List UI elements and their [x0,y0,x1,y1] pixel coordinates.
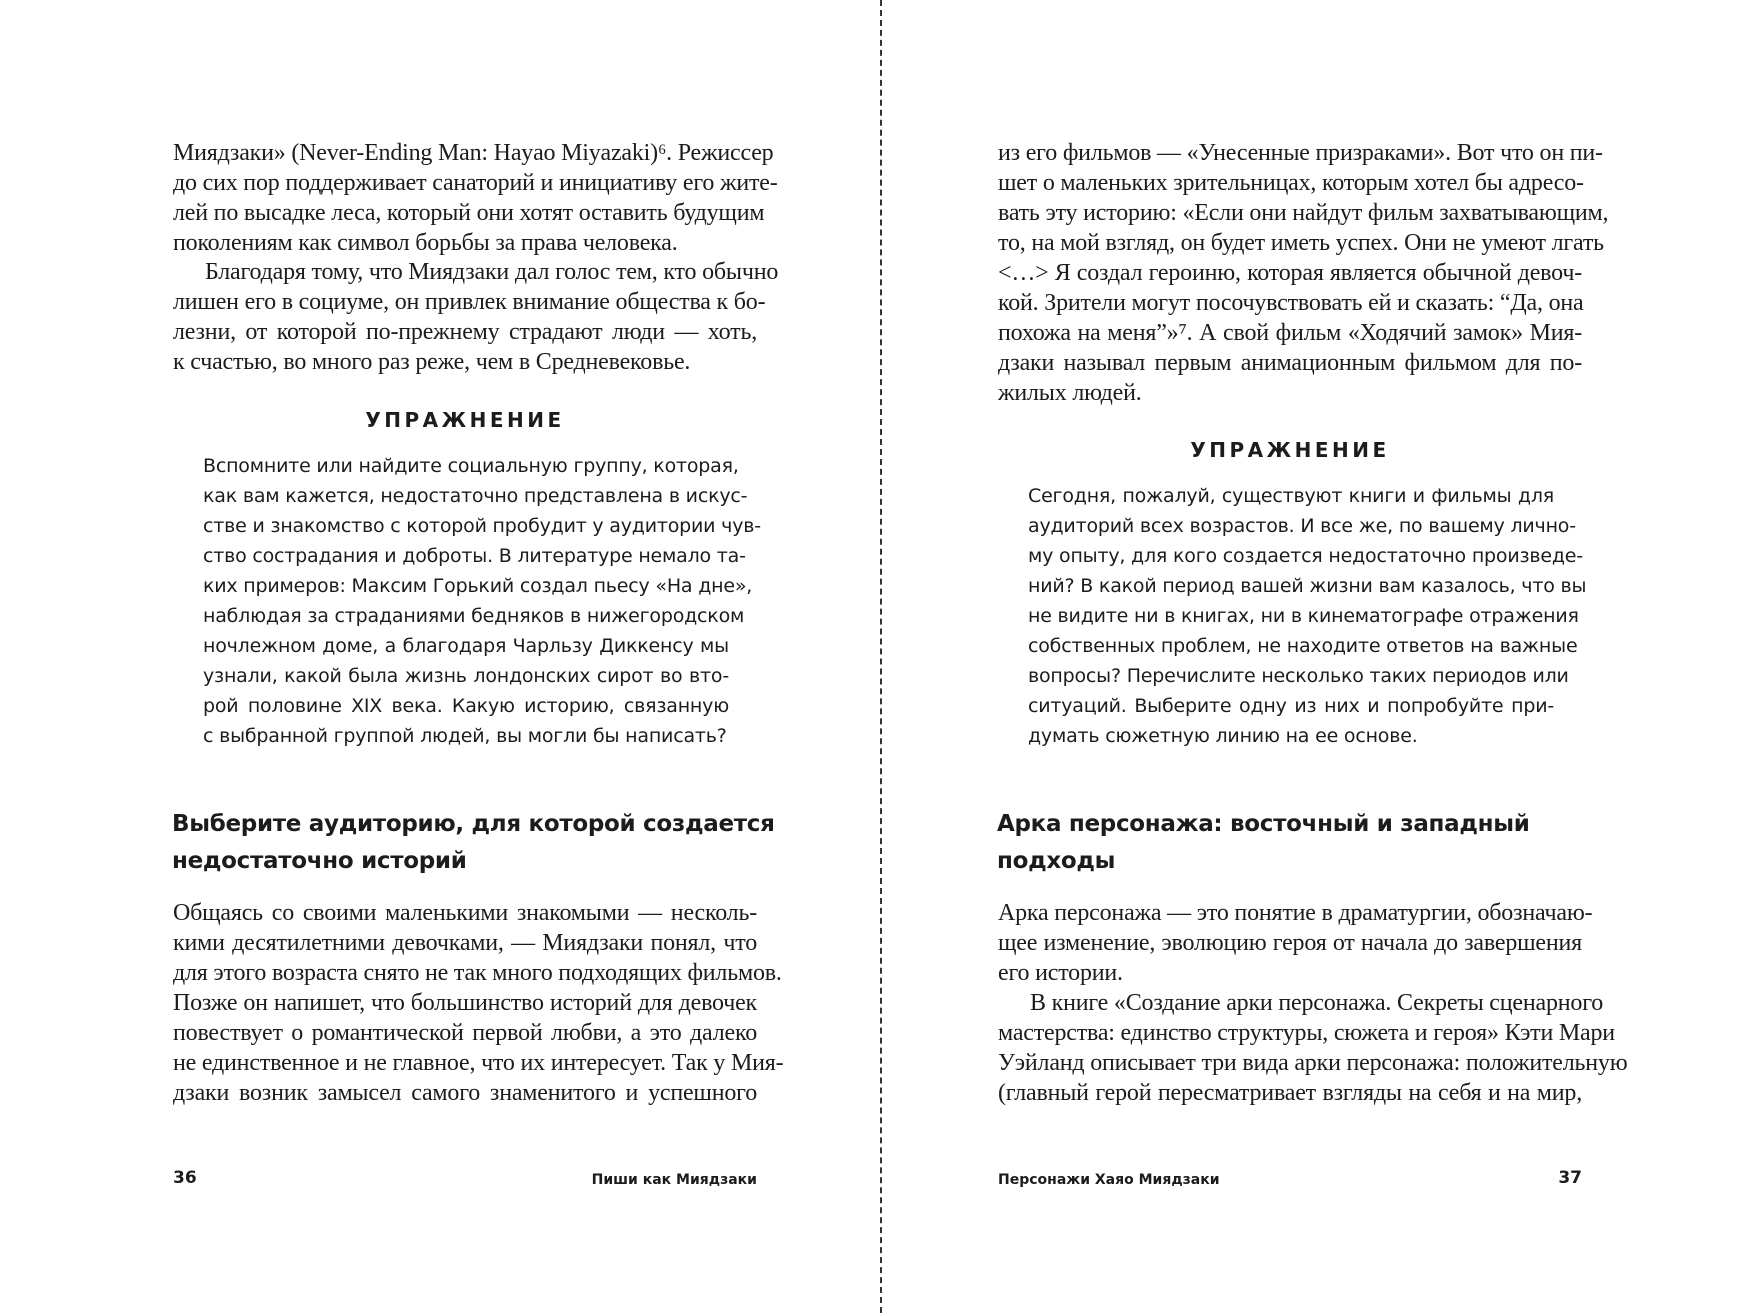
text-line: узнали, какой была жизнь лондонских сирот во вто- [203,665,729,687]
text-line: то, на мой взгляд, он будет иметь успех. Они не умеют лгать [998,230,1604,256]
text-line: Миядзаки» (Never-Ending Man: Hayao Miyazaki)⁶. Режиссер [173,140,774,166]
text-line: лишен его в социуме, он привлек внимание общества к бо- [173,289,766,315]
text-line: жилых людей. [998,380,1142,406]
text-line: Общаясь со своими маленькими знакомыми — несколь- [173,900,757,926]
text-line: му опыту, для кого создается недостаточно произведе- [1028,545,1583,567]
text-line: кими десятилетними девочками, — Миядзаки понял, что [173,930,757,956]
text-line: лей по высадке леса, который они хотят оставить будущим [173,200,765,226]
text-line: к счастью, во много раз реже, чем в Средневековье. [173,349,691,375]
text-line: для этого возраста снято не так много подходящих фильмов. [173,960,782,986]
text-line: похожа на меня”»⁷. А свой фильм «Ходячий замок» Мия- [998,320,1582,346]
left-paragraph-2 [173,257,779,377]
text-line: мастерства: единство структуры, сюжета и героя» Кэти Мари [998,1020,1615,1046]
left-section-heading [172,806,775,880]
text-line: ний? В какой период вашей жизни вам казалось, что вы [1028,575,1587,597]
text-line: не единственное и не главное, что их интересует. Так у Мия- [173,1050,784,1076]
heading-line: Арка персонажа: восточный и западный [997,811,1530,837]
text-line: ситуаций. Выберите одну из них и попробуйте при- [1028,695,1554,717]
text-line: ночлежном доме, а благодаря Чарльзу Диккенсу мы [203,635,729,657]
right-paragraph-1 [998,138,1609,408]
right-page [882,0,1757,1313]
text-line: думать сюжетную линию на ее основе. [1028,725,1418,747]
text-line: до сих пор поддерживает санаторий и инициативу его жите- [173,170,778,196]
text-line: вопросы? Перечислите несколько таких периодов или [1028,665,1569,687]
text-line: Арка персонажа — это понятие в драматургии, обозначаю- [998,900,1593,926]
text-line: Сегодня, пожалуй, существуют книги и фильмы для [1028,485,1554,507]
left-paragraph-1 [173,138,778,258]
text-line: Благодаря тому, что Миядзаки дал голос тем, кто обычно [205,259,779,285]
text-line: повествует о романтической первой любви, а это далеко [173,1020,757,1046]
text-line: из его фильмов — «Унесенные призраками». Вот что он пи- [998,140,1603,166]
text-line: ких примеров: Максим Горький создал пьесу «На дне», [203,575,753,597]
text-line: вать эту историю: «Если они найдут фильм захватывающим, [998,200,1609,226]
text-line: его истории. [998,960,1123,986]
text-line: как вам кажется, недостаточно представлена в искус- [203,485,748,507]
text-line: с выбранной группой людей, вы могли бы написать? [203,725,727,747]
right-exercise-heading: УПРАЖНЕНИЕ [1190,438,1390,462]
right-section-heading [997,806,1597,880]
left-paragraph-3 [173,898,784,1108]
page-number-right: 37 [1558,1168,1582,1188]
heading-line: подходы [997,848,1116,874]
text-line: наблюдая за страданиями бедняков в нижегородском [203,605,745,627]
text-line: не видите ни в книгах, ни в кинематографе отражения [1028,605,1579,627]
heading-line: Выберите аудиторию, для которой создается [172,811,775,837]
text-line: лезни, от которой по-прежнему страдают люди — хоть, [173,319,757,345]
text-line: <…> Я создал героиню, которая является обычной девоч- [998,260,1582,286]
text-line: кой. Зрители могут посочувствовать ей и сказать: “Да, она [998,290,1584,316]
text-line: ство сострадания и доброты. В литературе немало та- [203,545,746,567]
text-line: стве и знакомство с которой пробудит у аудитории чув- [203,515,761,537]
left-exercise-text [203,451,761,751]
right-paragraph-2 [998,898,1593,988]
right-exercise-text [1028,481,1587,751]
text-line: Вспомните или найдите социальную группу, которая, [203,455,739,477]
text-line: поколениям как символ борьбы за права человека. [173,230,678,256]
text-line: шет о маленьких зрительницах, которым хотел бы адресо- [998,170,1584,196]
text-line: (главный герой пересматривает взгляды на себя и на мир, [998,1080,1582,1106]
text-line: дзаки возник замысел самого знаменитого и успешного [173,1080,757,1106]
left-exercise-heading: УПРАЖНЕНИЕ [365,408,565,432]
text-line: щее изменение, эволюцию героя от начала до завершения [998,930,1582,956]
text-line: аудиторий всех возрастов. И все же, по вашему лично- [1028,515,1576,537]
heading-line: недостаточно историй [172,848,467,874]
running-head-right: Персонажи Хаяо Миядзаки [998,1172,1220,1188]
page-number-left: 36 [173,1168,197,1188]
running-head-left: Пиши как Миядзаки [591,1172,757,1188]
text-line: собственных проблем, не находите ответов на важные [1028,635,1578,657]
right-paragraph-3 [998,988,1628,1108]
text-line: Позже он напишет, что большинство историй для девочек [173,990,757,1016]
text-line: В книге «Создание арки персонажа. Секреты сценарного [1030,990,1604,1016]
text-line: рой половине XIX века. Какую историю, связанную [203,695,729,717]
text-line: Уэйланд описывает три вида арки персонажа: положительную [998,1050,1628,1076]
text-line: дзаки называл первым анимационным фильмом для по- [998,350,1582,376]
